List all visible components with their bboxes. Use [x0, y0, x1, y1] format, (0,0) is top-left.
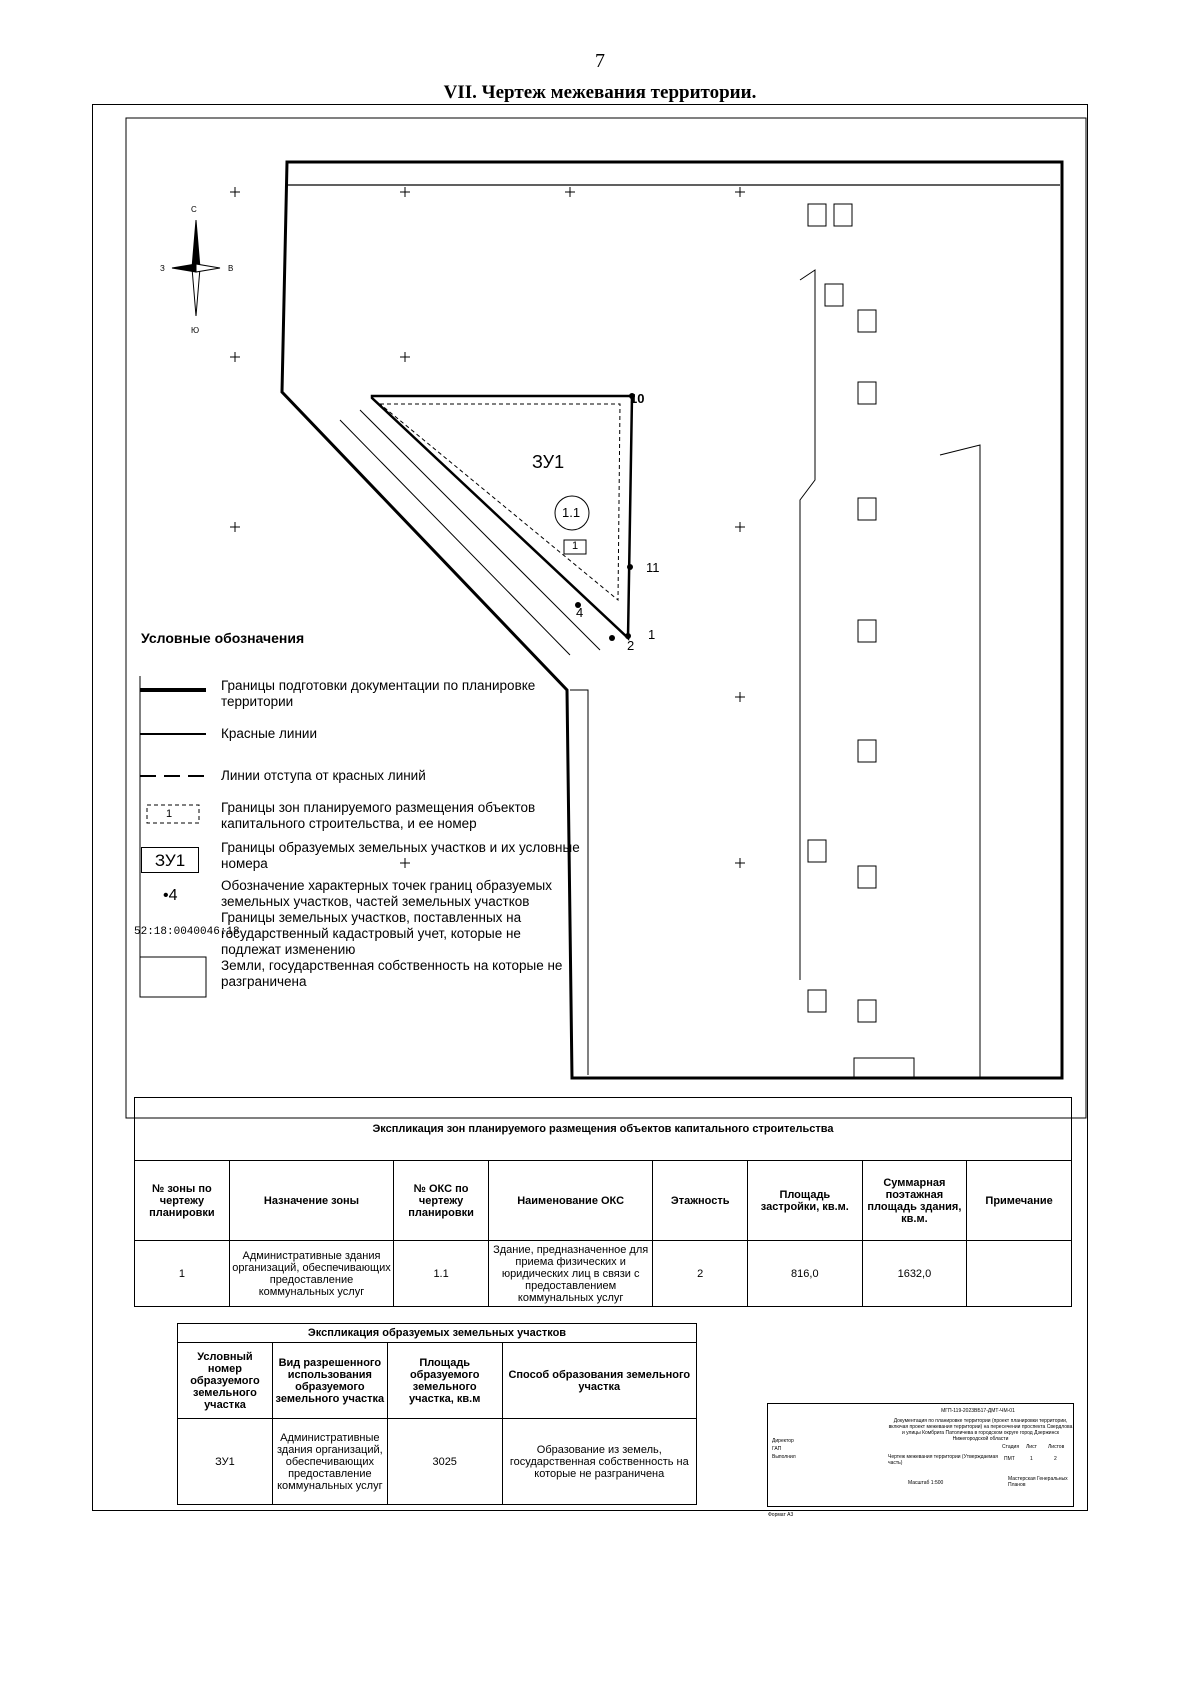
compass-east: В [228, 264, 234, 273]
zones-cell [967, 1241, 1072, 1307]
stamp-org: Мастерская Генеральных Планов [1008, 1476, 1068, 1488]
compass-south: Ю [191, 326, 200, 335]
plot-label: ЗУ1 [532, 452, 565, 472]
legend-symbol-zone-number: 1 [166, 808, 173, 820]
legend-symbol-zone [147, 805, 199, 823]
table-row [178, 1419, 697, 1505]
plot-zu1-boundary [372, 396, 632, 638]
red-line-2 [800, 270, 815, 980]
compass-icon [172, 220, 220, 316]
grid-crosses [230, 187, 745, 868]
zones-cell: 1 [135, 1241, 230, 1307]
plots-header: Площадь образуемого земельного участка, кв.м [387, 1343, 502, 1419]
legend-item: Обозначение характерных точек границ образуемых земельных участков, частей земельных участков [221, 878, 552, 909]
point-label: 11 [646, 560, 660, 575]
page-number: 7 [595, 50, 605, 72]
zones-cell: 2 [653, 1241, 748, 1307]
zones-cell: 1.1 [394, 1241, 489, 1307]
stamp-scale: Масштаб 1:500 [908, 1480, 944, 1486]
plots-cell: Образование из земель, государственная собственность на которые не разграничена [502, 1419, 696, 1505]
zones-table [134, 1097, 1072, 1307]
compass-west: З [160, 264, 165, 273]
point-label: 1 [648, 627, 656, 642]
plots-cell: 3025 [387, 1419, 502, 1505]
legend-item: Красные линии [221, 726, 318, 741]
stamp-sheet-name: Чертеж межевания территории (Утверждаемая часть) [888, 1454, 998, 1466]
stamp-sheets: 2 [1054, 1456, 1057, 1462]
legend-item: Границы земельных участков, поставленных на государственный кадастровый учет, которые не подлежат изменению [221, 910, 522, 957]
zones-header: Назначение зоны [229, 1161, 393, 1241]
stamp-role: ГАП [772, 1446, 782, 1452]
legend-title: Условные обозначения [141, 630, 305, 646]
legend-symbol-plot: ЗУ1 [141, 847, 199, 873]
road-line [360, 410, 600, 650]
legend-item: Границы образуемых земельных участков и их условные номера [221, 840, 580, 871]
legend-item: Границы подготовки документации по планировке территории [221, 678, 536, 709]
stamp-sheet: 1 [1030, 1456, 1033, 1462]
compass-north: С [191, 205, 197, 214]
stamp-description: Документация по планировке территории (проект планировки территории, включая проект межевания территории) на пересечении проспекта Свердлова и улицы Комбрига Патоличева в городском округе город Дзержинск Нижегородской области [888, 1418, 1073, 1442]
plots-cell: Административные здания организаций, обеспечивающих предоставление коммунальных услуг [272, 1419, 387, 1505]
zones-header: Примечание [967, 1161, 1072, 1241]
plots-header: Способ образования земельного участка [502, 1343, 696, 1419]
zone-box-label: 1 [572, 540, 579, 552]
point-label: 10 [630, 391, 645, 406]
legend-symbol-cadastral: 52:18:0040046:18 [134, 926, 240, 938]
zones-header: Площадь застройки, кв.м. [748, 1161, 863, 1241]
title-block [767, 1403, 1074, 1507]
stamp-role: Директор [772, 1438, 794, 1444]
zones-header: Наименование ОКС [488, 1161, 652, 1241]
page-title: VII. Чертеж межевания территории. [443, 82, 757, 103]
zones-cell: 816,0 [748, 1241, 863, 1307]
point-label: 2 [627, 638, 635, 653]
stamp-stage-header: Стадия [1002, 1444, 1020, 1450]
zones-header: № зоны по чертежу планировки [135, 1161, 230, 1241]
zones-table-title: Экспликация зон планируемого размещения объектов капитального строительства [135, 1098, 1072, 1161]
red-line-3 [940, 445, 980, 1078]
zones-cell: 1632,0 [862, 1241, 967, 1307]
zone-label: 1.1 [562, 505, 581, 520]
stamp-code: МГП-119-2023ВБ17-ДМТ-ЧМ-01 [941, 1408, 1015, 1414]
zones-header: Этажность [653, 1161, 748, 1241]
table-row [135, 1241, 1072, 1307]
legend-symbol-point: •4 [163, 887, 178, 904]
stamp-sheet-header: Лист [1026, 1444, 1037, 1450]
plots-table-title: Экспликация образуемых земельных участков [178, 1324, 697, 1343]
stamp-stage: ПМТ [1004, 1456, 1015, 1462]
zones-header: Суммарная поэтажная площадь здания, кв.м. [862, 1161, 967, 1241]
zones-cell: Административные здания организаций, обеспечивающих предоставление коммунальных услуг [229, 1241, 393, 1307]
buildings [808, 204, 914, 1078]
zones-header: № ОКС по чертежу планировки [394, 1161, 489, 1241]
legend-symbol-state-land [140, 957, 206, 997]
plots-cell: ЗУ1 [178, 1419, 273, 1505]
plots-header: Вид разрешенного использования образуемого земельного участка [272, 1343, 387, 1419]
stamp-sheets-header: Листов [1048, 1444, 1065, 1450]
zones-cell: Здание, предназначенное для приема физических и юридических лиц в связи с предоставлением коммунальных услуг [488, 1241, 652, 1307]
plots-header: Условный номер образуемого земельного участка [178, 1343, 273, 1419]
legend-item: Земли, государственная собственность на которые не разграничена [221, 958, 563, 989]
plot-zu1-hatch [380, 404, 620, 600]
stamp-role: Выполнил [772, 1454, 796, 1460]
stamp-format: Формат А3 [768, 1512, 794, 1518]
plots-table [177, 1323, 697, 1505]
characteristic-points [575, 393, 635, 641]
legend-item: Границы зон планируемого размещения объектов капитального строительства, и ее номер [221, 800, 536, 831]
point-label: 4 [576, 605, 584, 620]
legend-item: Линии отступа от красных линий [221, 768, 426, 783]
